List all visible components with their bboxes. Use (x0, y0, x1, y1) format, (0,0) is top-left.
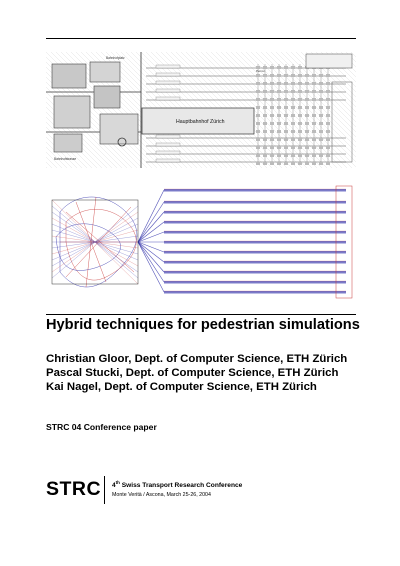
platform-label-box (156, 89, 180, 92)
track-marker (305, 138, 309, 141)
track-marker (263, 162, 267, 165)
track-marker (256, 106, 260, 109)
author-line: Christian Gloor, Dept. of Computer Science, ETH Zürich (46, 353, 348, 365)
track-marker (298, 162, 302, 165)
track-marker (319, 162, 323, 165)
building-block (90, 62, 120, 82)
track-marker (305, 130, 309, 133)
track-marker (270, 138, 274, 141)
track-marker (305, 90, 309, 93)
track-marker (319, 138, 323, 141)
platform-label: Perron (256, 69, 266, 73)
track-marker (326, 82, 330, 85)
simulation-trajectory-figure (46, 182, 356, 302)
track-marker (319, 130, 323, 133)
track-marker (270, 106, 274, 109)
track-marker (312, 82, 316, 85)
track-marker (263, 122, 267, 125)
paper-type: STRC 04 Conference paper (46, 422, 157, 432)
building-block (52, 64, 86, 88)
track-marker (312, 90, 316, 93)
conference-title: Swiss Transport Research Conference (119, 482, 243, 490)
track-marker (277, 162, 281, 165)
track-marker (298, 106, 302, 109)
platform-label-box (156, 73, 180, 76)
platform-label-box (156, 135, 180, 138)
track-marker (312, 162, 316, 165)
track-marker (256, 82, 260, 85)
track-marker (263, 114, 267, 117)
track-marker (319, 154, 323, 157)
track-marker (277, 154, 281, 157)
track-marker (305, 106, 309, 109)
track-marker (298, 74, 302, 77)
track-marker (263, 106, 267, 109)
track-marker (291, 138, 295, 141)
track-marker (256, 114, 260, 117)
station-label: Hauptbahnhof Zürich (176, 119, 225, 125)
track-marker (284, 66, 288, 69)
platform-label-box (156, 143, 180, 146)
track-marker (277, 90, 281, 93)
track-marker (291, 74, 295, 77)
track-marker (312, 146, 316, 149)
track-marker (256, 154, 260, 157)
track-marker (256, 122, 260, 125)
track-marker (326, 90, 330, 93)
track-marker (291, 122, 295, 125)
track-marker (256, 146, 260, 149)
track-marker (298, 82, 302, 85)
track-marker (319, 114, 323, 117)
logo-divider (104, 476, 105, 504)
track-marker (284, 90, 288, 93)
track-marker (256, 98, 260, 101)
ordinal-suffix: th (115, 480, 120, 485)
track-marker (319, 122, 323, 125)
track-marker (284, 162, 288, 165)
track-marker (291, 146, 295, 149)
conference-name (112, 480, 242, 489)
track-marker (256, 138, 260, 141)
track-marker (326, 146, 330, 149)
track-marker (270, 146, 274, 149)
track-marker (305, 74, 309, 77)
track-marker (298, 98, 302, 101)
strc-logo: STRC (46, 478, 102, 500)
track-marker (319, 90, 323, 93)
track-marker (326, 138, 330, 141)
track-marker (326, 106, 330, 109)
track-marker (298, 146, 302, 149)
station-map-figure (46, 52, 356, 168)
building-block (94, 86, 120, 108)
track-marker (256, 162, 260, 165)
track-marker (312, 106, 316, 109)
track-marker (270, 66, 274, 69)
track-marker (305, 98, 309, 101)
track-marker (284, 154, 288, 157)
platform-label-box (156, 97, 180, 100)
track-marker (305, 162, 309, 165)
track-marker (326, 114, 330, 117)
track-marker (270, 162, 274, 165)
track-marker (270, 74, 274, 77)
street-label: Bahnhofplatz (106, 56, 125, 60)
track-marker (312, 74, 316, 77)
platform-label-box (156, 81, 180, 84)
track-marker (277, 114, 281, 117)
legend-box (306, 54, 352, 68)
track-marker (319, 74, 323, 77)
track-marker (284, 106, 288, 109)
track-marker (284, 138, 288, 141)
track-marker (291, 82, 295, 85)
track-marker (277, 98, 281, 101)
track-marker (319, 146, 323, 149)
track-marker (319, 82, 323, 85)
track-marker (270, 82, 274, 85)
track-marker (284, 146, 288, 149)
track-marker (298, 122, 302, 125)
track-marker (263, 154, 267, 157)
track-marker (270, 122, 274, 125)
track-marker (298, 90, 302, 93)
track-marker (291, 114, 295, 117)
track-marker (319, 106, 323, 109)
track-marker (298, 66, 302, 69)
track-marker (256, 74, 260, 77)
track-marker (305, 122, 309, 125)
track-marker (277, 82, 281, 85)
track-marker (291, 90, 295, 93)
track-marker (256, 130, 260, 133)
track-marker (284, 98, 288, 101)
track-marker (319, 98, 323, 101)
track-marker (263, 74, 267, 77)
track-marker (291, 130, 295, 133)
track-marker (326, 154, 330, 157)
track-marker (298, 138, 302, 141)
track-marker (305, 146, 309, 149)
author-line: Pascal Stucki, Dept. of Computer Science, ETH Zürich (46, 367, 339, 379)
track-marker (305, 114, 309, 117)
track-marker (277, 106, 281, 109)
paper-title: Hybrid techniques for pedestrian simulations (46, 317, 360, 333)
track-marker (284, 122, 288, 125)
track-marker (326, 74, 330, 77)
track-marker (312, 114, 316, 117)
track-marker (270, 98, 274, 101)
track-marker (277, 130, 281, 133)
track-marker (277, 66, 281, 69)
track-marker (263, 146, 267, 149)
track-marker (312, 98, 316, 101)
track-marker (263, 130, 267, 133)
track-marker (291, 66, 295, 69)
track-marker (298, 130, 302, 133)
track-marker (291, 162, 295, 165)
track-marker (270, 90, 274, 93)
track-marker (277, 138, 281, 141)
track-marker (284, 130, 288, 133)
track-marker (291, 154, 295, 157)
track-marker (305, 154, 309, 157)
track-marker (284, 114, 288, 117)
building-block (54, 96, 90, 128)
top-rule (46, 38, 356, 39)
track-marker (270, 114, 274, 117)
track-marker (284, 74, 288, 77)
author-line: Kai Nagel, Dept. of Computer Science, ETH Zürich (46, 381, 317, 393)
title-rule (46, 314, 356, 315)
track-marker (312, 130, 316, 133)
track-marker (270, 154, 274, 157)
track-marker (277, 122, 281, 125)
street-label: Bahnhofstrasse (54, 157, 77, 161)
platform-label-box (156, 151, 180, 154)
track-marker (312, 138, 316, 141)
conference-ordinal: 4 (112, 482, 116, 490)
track-marker (256, 90, 260, 93)
platform-label-box (156, 65, 180, 68)
track-marker (284, 82, 288, 85)
track-marker (291, 98, 295, 101)
track-marker (326, 162, 330, 165)
track-marker (312, 122, 316, 125)
track-marker (263, 138, 267, 141)
track-marker (326, 122, 330, 125)
track-marker (270, 130, 274, 133)
track-marker (263, 98, 267, 101)
track-marker (298, 154, 302, 157)
track-marker (263, 90, 267, 93)
conference-venue: Monte Verità / Ascona, March 25-26, 2004 (112, 492, 211, 498)
track-marker (263, 82, 267, 85)
track-marker (305, 82, 309, 85)
track-marker (326, 98, 330, 101)
track-marker (277, 146, 281, 149)
platform-label-box (156, 159, 180, 162)
track-marker (277, 74, 281, 77)
track-marker (312, 154, 316, 157)
track-marker (291, 106, 295, 109)
building-block (54, 134, 82, 152)
track-marker (326, 130, 330, 133)
track-marker (298, 114, 302, 117)
